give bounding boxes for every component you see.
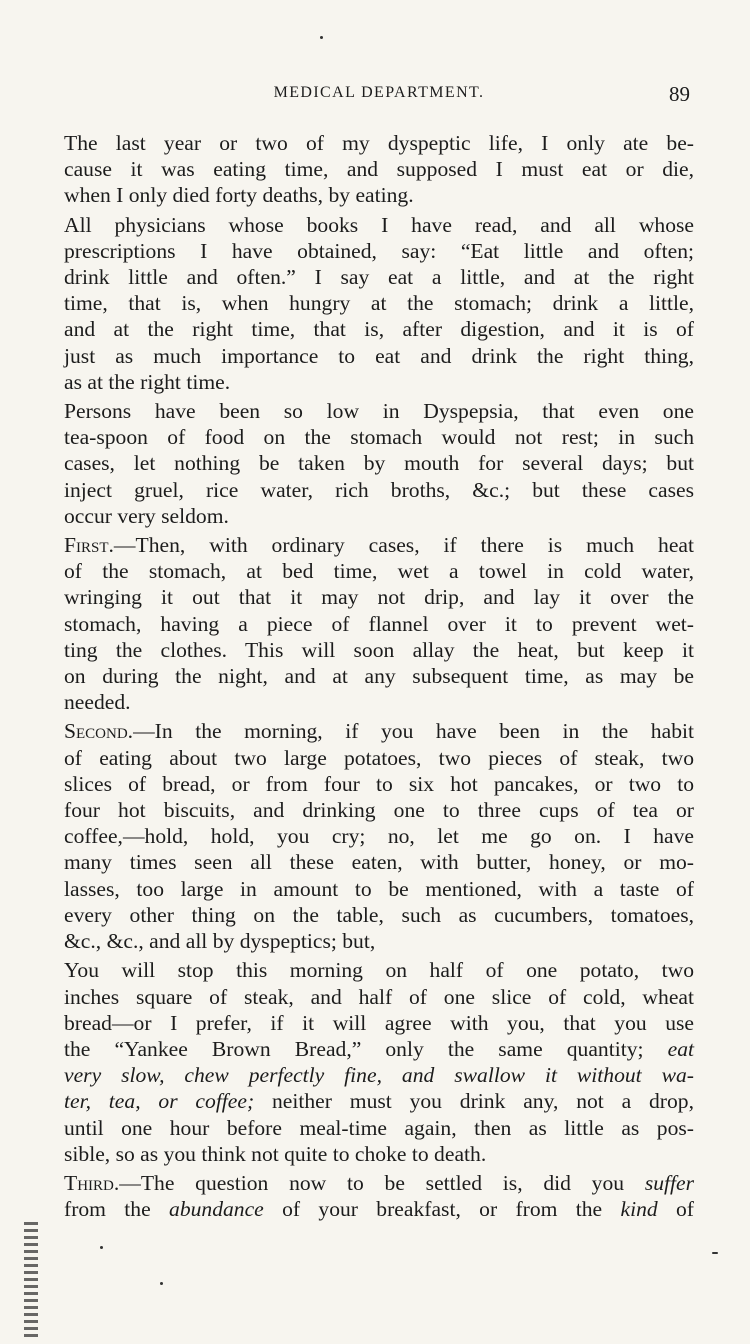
text-line xyxy=(64,1062,694,1088)
text-line xyxy=(64,1196,694,1222)
paragraph-6 xyxy=(64,957,694,1167)
italic-fragment: abundance xyxy=(169,1197,264,1222)
text-line: of eating about two large potatoes, two pieces of steak, two xyxy=(64,745,694,770)
text-line: tea-spoon of food on the stomach would not rest; in such xyxy=(64,425,694,450)
paragraph-2 xyxy=(64,212,694,395)
text-line: every other thing on the table, such as cucumbers, tomatoes, xyxy=(64,902,694,927)
italic-fragment: suffer xyxy=(644,1170,694,1195)
text-fragment: from the xyxy=(64,1197,151,1222)
text-line: when I only died forty deaths, by eating. xyxy=(64,183,414,208)
text-line: Persons have been so low in Dyspepsia, that even one xyxy=(64,399,694,424)
text-line: on during the night, and at any subsequent time, as may be xyxy=(64,664,694,689)
italic-fragment: ter, tea, or coffee; xyxy=(64,1089,255,1114)
ink-speck xyxy=(320,36,323,39)
text-line: cases, let nothing be taken by mouth for several days; but xyxy=(64,451,694,476)
text-line: four hot biscuits, and drinking one to three cups of tea or xyxy=(64,798,694,823)
text-line: as at the right time. xyxy=(64,369,231,394)
text-line: time, that is, when hungry at the stomach; drink a little, xyxy=(64,291,694,316)
text-line: The last year or two of my dyspeptic life, I only ate be- xyxy=(64,131,694,155)
text-line xyxy=(64,1088,694,1114)
italic-fragment: very slow, chew perfectly fine, and swallow it without wa- xyxy=(64,1063,694,1088)
text-line: needed. xyxy=(64,690,131,715)
text-line: prescriptions I have obtained, say: “Eat little and often; xyxy=(64,238,694,263)
text-line: sible, so as you think not quite to choke to death. xyxy=(64,1141,487,1166)
text-fragment: —Then, with ordinary cases, if there is much heat xyxy=(113,533,694,558)
page-number: 89 xyxy=(669,82,690,106)
ink-speck xyxy=(100,1246,103,1249)
paragraph-1 xyxy=(64,130,694,209)
section-lead-third: Third. xyxy=(64,1170,120,1195)
running-head: MEDICAL DEPARTMENT. xyxy=(273,84,485,101)
text-line xyxy=(64,532,694,558)
text-line: lasses, too large in amount to be mentioned, with a taste of xyxy=(64,876,694,901)
text-line: just as much importance to eat and drink the right thing, xyxy=(64,343,694,368)
section-lead-first: First. xyxy=(64,533,114,558)
text-line: inches square of steak, and half of one slice of cold, wheat xyxy=(64,984,694,1009)
text-line: ting the clothes. This will soon allay the heat, but keep it xyxy=(64,637,694,662)
text-fragment: of xyxy=(676,1197,694,1222)
text-line: All physicians whose books I have read, and all whose xyxy=(64,212,694,237)
text-line: bread—or I prefer, if it will agree with you, that you use xyxy=(64,1010,694,1035)
text-line: You will stop this morning on half of one potato, two xyxy=(64,958,694,983)
text-line: drink little and often.” I say eat a little, and at the right xyxy=(64,265,694,290)
text-fragment: the “Yankee Brown Bread,” only the same quantity; xyxy=(64,1036,644,1061)
paragraph-3 xyxy=(64,398,694,529)
text-line: wringing it out that it may not drip, and lay it over the xyxy=(64,585,694,610)
text-line: slices of bread, or from four to six hot pancakes, or two to xyxy=(64,771,694,796)
italic-fragment: eat xyxy=(667,1036,694,1061)
text-line: and at the right time, that is, after digestion, and it is of xyxy=(64,317,694,342)
text-line xyxy=(64,718,694,744)
text-line: occur very seldom. xyxy=(64,503,229,528)
margin-scan-mark xyxy=(24,1222,38,1340)
paragraph-first xyxy=(64,532,694,715)
ink-speck xyxy=(160,1282,163,1285)
text-fragment: —In the morning, if you have been in the habit xyxy=(133,719,694,744)
text-line: until one hour before meal-time again, then as little as pos- xyxy=(64,1115,694,1140)
section-lead-second: Second. xyxy=(64,719,134,744)
text-line: cause it was eating time, and supposed I must eat or die, xyxy=(64,157,694,182)
body-text xyxy=(64,130,694,1225)
text-fragment: of your breakfast, or from the xyxy=(282,1197,603,1222)
text-line: many times seen all these eaten, with butter, honey, or mo- xyxy=(64,850,694,875)
text-line: &c., &c., and all by dyspeptics; but, xyxy=(64,929,376,954)
text-line: coffee,—hold, hold, you cry; no, let me go on. I have xyxy=(64,824,694,849)
paragraph-third xyxy=(64,1170,694,1222)
text-fragment: neither must you drink any, not a drop, xyxy=(272,1089,694,1114)
text-line: stomach, having a piece of flannel over it to prevent wet- xyxy=(64,611,694,636)
text-line: inject gruel, rice water, rich broths, &c.; but these cases xyxy=(64,477,694,502)
text-line xyxy=(64,1170,694,1196)
italic-fragment: kind xyxy=(620,1197,658,1222)
page-header xyxy=(64,82,694,108)
text-line: of the stomach, at bed time, wet a towel in cold water, xyxy=(64,559,694,584)
paragraph-second xyxy=(64,718,694,954)
text-line xyxy=(64,1036,694,1062)
ink-speck xyxy=(712,1252,718,1254)
text-fragment: —The question now to be settled is, did you xyxy=(119,1170,625,1195)
